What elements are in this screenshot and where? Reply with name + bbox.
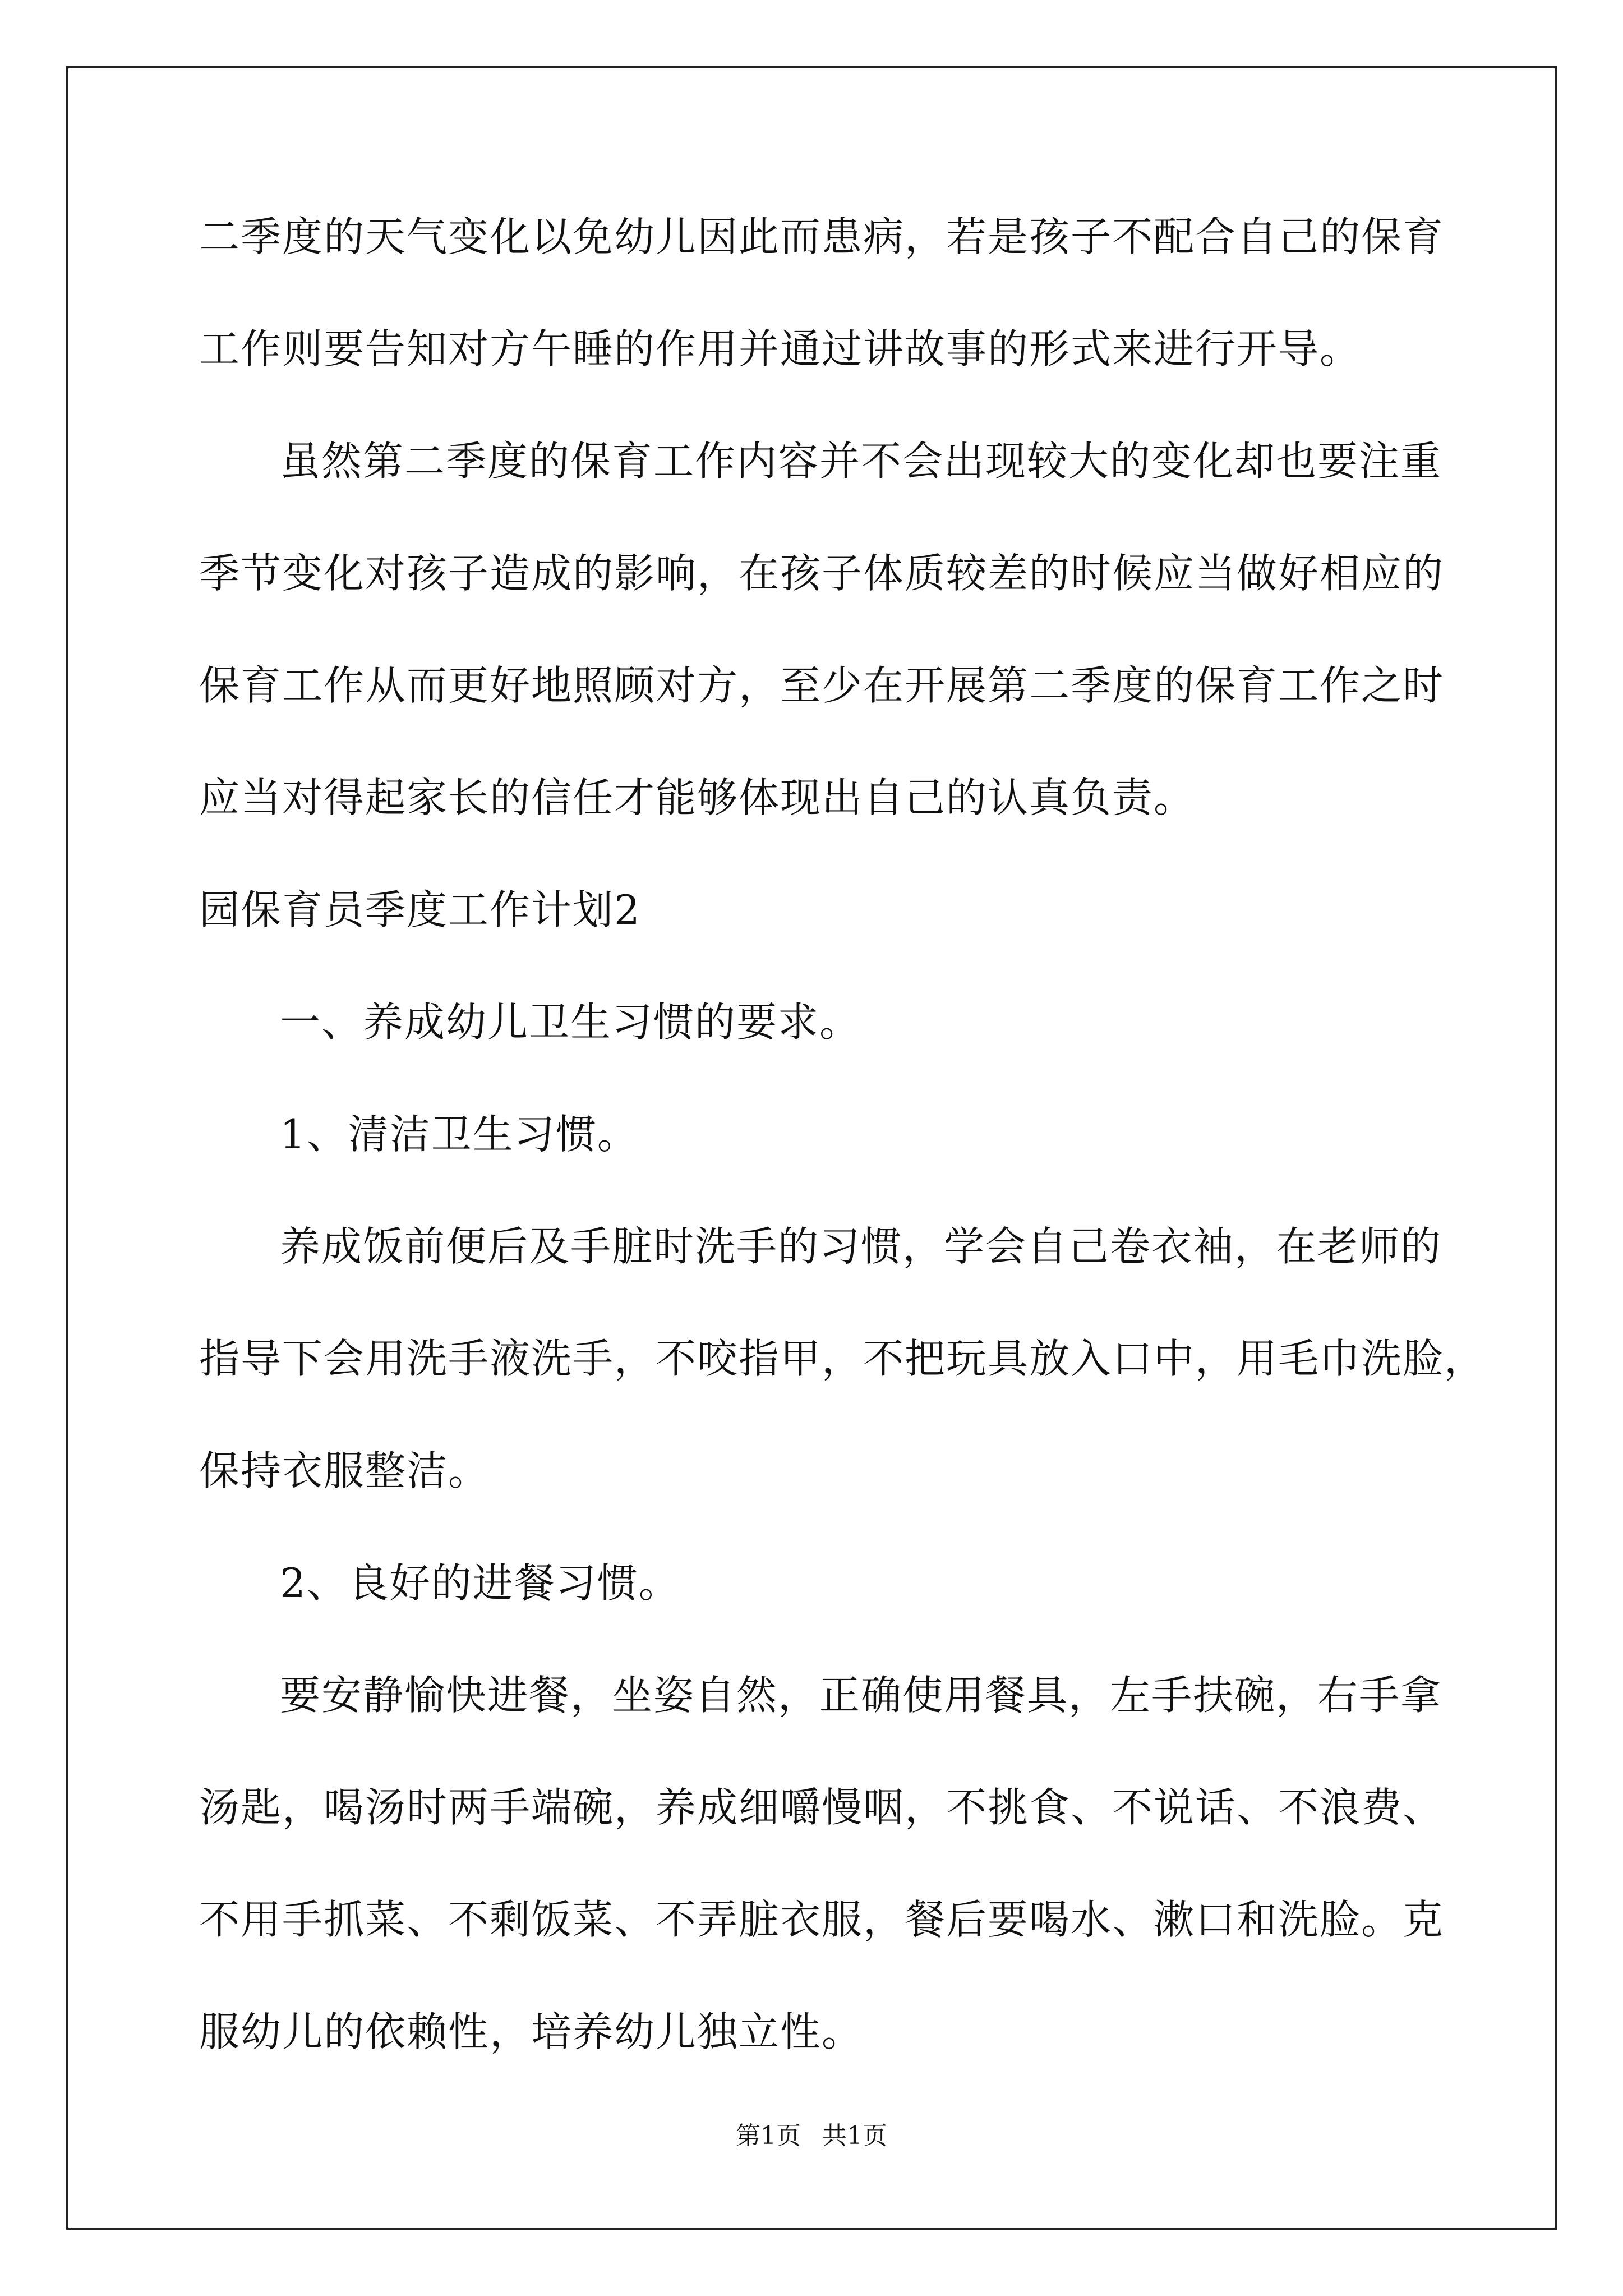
paragraph-line: 服幼儿的依赖性，培养幼儿独立性。 — [199, 2008, 864, 2055]
paragraph-line: 指导下会用洗手液洗手，不咬指甲，不把玩具放入口中，用毛巾洗脸， — [199, 1335, 1486, 1382]
paragraph-line: 保持衣服整洁。 — [199, 1447, 490, 1494]
page-total: 共1页 — [822, 2122, 887, 2150]
section-heading: 一、养成幼儿卫生习惯的要求。 — [280, 999, 861, 1046]
page-number: 第1页 — [736, 2122, 801, 2150]
paragraph-line: 季节变化对孩子造成的影响，在孩子体质较差的时候应当做好相应的 — [199, 550, 1445, 597]
paragraph-line: 不用手抓菜、不剩饭菜、不弄脏衣服，餐后要喝水、漱口和洗脸。克 — [199, 1896, 1445, 1943]
paragraph-line: 汤匙，喝汤时两手端碗，养成细嚼慢咽，不挑食、不说话、不浪费、 — [199, 1784, 1445, 1831]
paragraph-line: 工作则要告知对方午睡的作用并通过讲故事的形式来进行开导。 — [199, 325, 1362, 372]
section-title: 园保育员季度工作计划2 — [199, 886, 641, 933]
paragraph-line: 虽然第二季度的保育工作内容并不会出现较大的变化却也要注重 — [280, 438, 1442, 485]
paragraph-line: 二季度的天气变化以免幼儿因此而患病，若是孩子不配合自己的保育 — [199, 213, 1445, 260]
subsection-heading: 1、清洁卫生习惯。 — [280, 1111, 639, 1158]
subsection-heading: 2、良好的进餐习惯。 — [280, 1559, 680, 1607]
page-footer — [0, 2119, 1623, 2153]
paragraph-line: 要安静愉快进餐，坐姿自然，正确使用餐具，左手扶碗，右手拿 — [280, 1672, 1442, 1719]
paragraph-line: 保育工作从而更好地照顾对方，至少在开展第二季度的保育工作之时 — [199, 662, 1445, 709]
paragraph-line: 养成饭前便后及手脏时洗手的习惯，学会自己卷衣袖，在老师的 — [280, 1223, 1442, 1270]
paragraph-line: 应当对得起家长的信任才能够体现出自己的认真负责。 — [199, 774, 1196, 821]
